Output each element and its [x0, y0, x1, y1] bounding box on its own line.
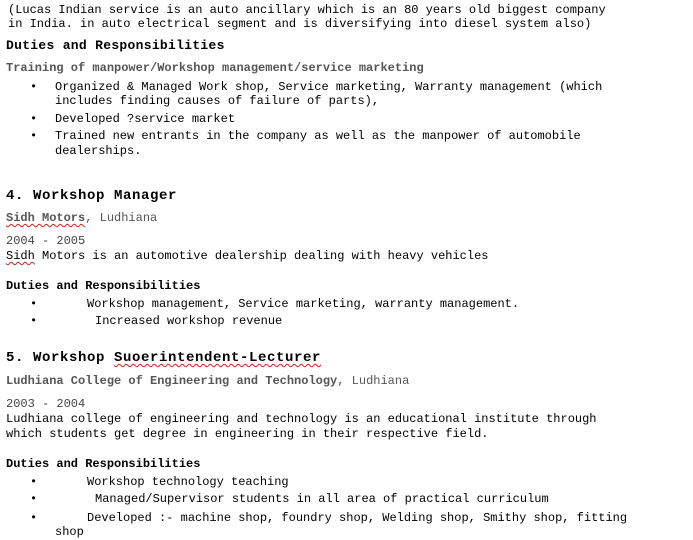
section-a-heading: Duties and Responsibilities — [6, 38, 225, 53]
job4-description — [6, 249, 489, 263]
job4-dates: 2004 - 2005 — [6, 234, 86, 248]
job4-bullet-2: Increased workshop revenue — [95, 314, 283, 328]
job5-duties-heading: Duties and Responsibilities — [6, 457, 201, 471]
job5-title-word: Suoerintendent-Lecturer — [114, 350, 322, 366]
job4-employer — [6, 211, 157, 225]
section-a-bullet-1: Organized & Managed Work shop, Service marketing, Warranty management (which — [55, 80, 603, 94]
job4-employer-city: , Ludhiana — [85, 211, 158, 225]
job4-employer-name: Sidh Motors — [6, 211, 86, 225]
section-a-bullet-1-cont: includes finding causes of failure of parts), — [55, 94, 380, 108]
job5-bullet-1: Workshop technology teaching — [87, 475, 289, 489]
bullet-icon: • — [30, 112, 38, 126]
intro-line-2: in India. in auto electrical segment and is diversifying into diesel system also) — [8, 17, 592, 31]
job5-desc-line-1: Ludhiana college of engineering and technology is an educational institute through — [6, 412, 597, 426]
bullet-icon: • — [30, 297, 38, 311]
intro-line-1: (Lucas Indian service is an auto ancillary which is an 80 years old biggest company — [8, 3, 606, 17]
bullet-icon: • — [30, 314, 38, 328]
job5-bullet-2: Managed/Supervisor students in all area of practical curriculum — [95, 492, 549, 506]
job4-desc-rest: Motors is an automotive dealership dealing with heavy vehicles — [34, 249, 489, 263]
job5-employer-city: , Ludhiana — [337, 374, 410, 388]
bullet-icon: • — [30, 475, 38, 489]
job5-employer-name: Ludhiana College of Engineering and Technology — [6, 374, 338, 388]
job4-duties-heading: Duties and Responsibilities — [6, 279, 201, 293]
bullet-icon: • — [30, 80, 38, 94]
job5-title-prefix: 5. Workshop — [6, 350, 115, 366]
job4-bullet-1: Workshop management, Service marketing, warranty management. — [87, 297, 520, 311]
job5-desc-line-2: which students get degree in engineering in their respective field. — [6, 427, 489, 441]
section-a-bullet-3: Trained new entrants in the company as well as the manpower of automobile — [55, 129, 581, 143]
job5-title — [6, 350, 321, 366]
job4-desc-first-word: Sidh — [6, 249, 35, 263]
section-a-subheading: Training of manpower/Workshop management/service marketing — [6, 61, 424, 75]
job5-employer — [6, 374, 409, 388]
bullet-icon: • — [30, 129, 38, 143]
bullet-icon: • — [30, 492, 38, 506]
job5-bullet-3: Developed :- machine shop, foundry shop, Welding shop, Smithy shop, fitting — [87, 511, 628, 525]
job4-title: 4. Workshop Manager — [6, 188, 178, 204]
bullet-icon: • — [30, 511, 38, 525]
section-a-bullet-3-cont: dealerships. — [55, 144, 142, 158]
section-a-bullet-2: Developed ?service market — [55, 112, 236, 126]
job5-dates: 2003 - 2004 — [6, 397, 86, 411]
job5-bullet-3-cont: shop — [55, 525, 84, 539]
